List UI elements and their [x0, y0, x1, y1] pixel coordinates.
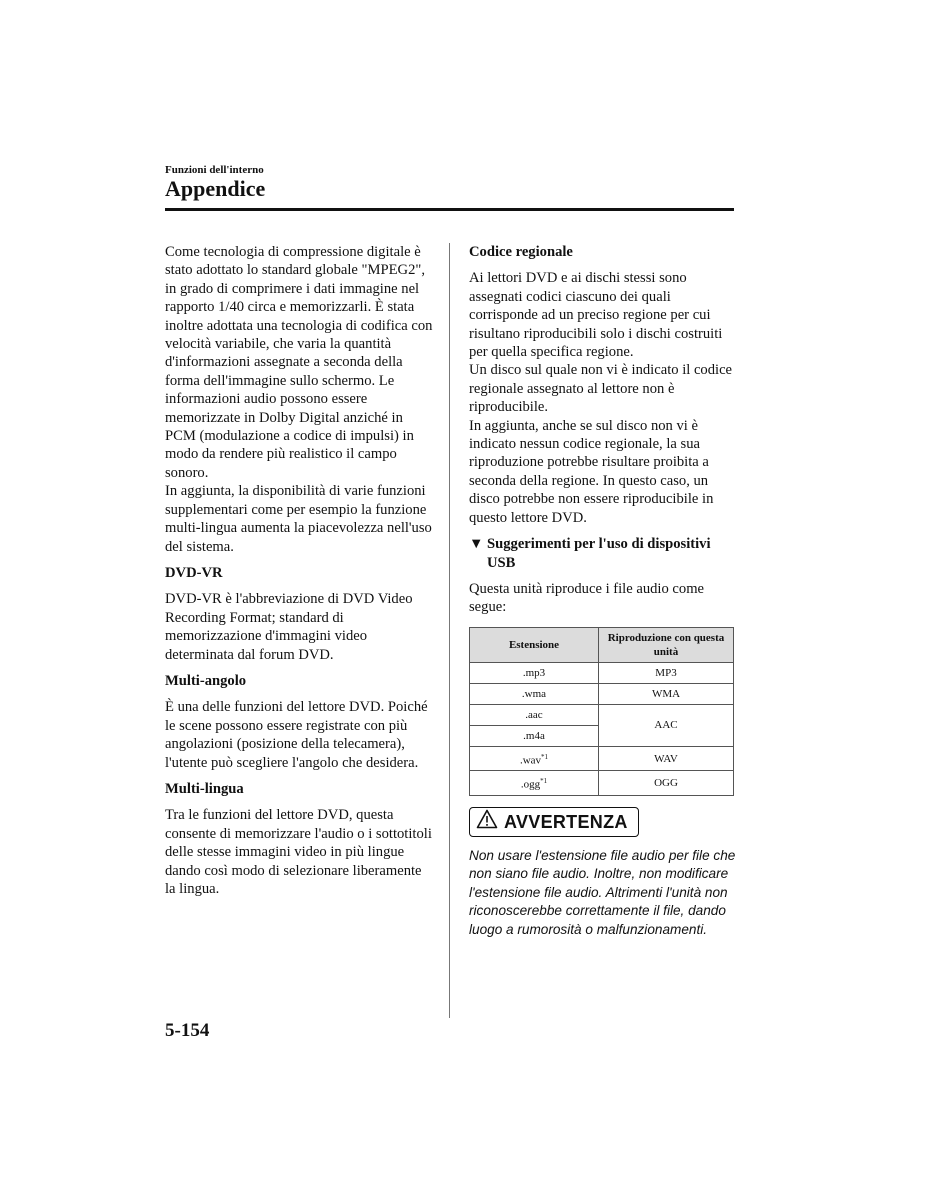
- codice-paragraph-1: Ai lettori DVD e ai dischi stessi sono assegnati codici ciascuno dei quali corrisponde ad un preciso regione per cui risultano riproducibili solo i dischi costruiti per quella specifica regione.: [469, 270, 723, 361]
- left-column: [165, 243, 435, 898]
- codice-paragraph-2: Un disco sul quale non vi è indicato il codice regionale assegnato al lettore non è riproducibile.: [469, 362, 733, 416]
- page-number: 5-154: [165, 1020, 210, 1041]
- warning-text: Non usare l'estensione file audio per file che non siano file audio. Inoltre, non modificare l'estensione file audio. Altrimenti l'unità non riconoscerebbe correttamente il file, dando luogo a rumorosità o malfunzionamenti.: [469, 848, 736, 937]
- column-divider: [449, 243, 450, 1018]
- intro-paragraph-1: Come tecnologia di compressione digitale è stato adottato lo standard globale "MPEG2", in grado di comprimere i dati immagine nel rapporto 1/40 circa e memorizzarli. È stata inoltre adottata una tecnologia di codifica con velocità variabile, che varia la quantità d'informazioni assegnate a seconda della forma dell'immagine sullo schermo. Le informazioni audio possono essere memorizzate in Dolby Digital anziché in PCM (modulazione a codice di impulsi) in modo da rendere più realistico il campo sonoro.: [165, 244, 433, 481]
- table-cell-playback: MP3: [599, 662, 734, 683]
- multiangolo-text: È una delle funzioni del lettore DVD. Poiché le scene possono essere registrate con più angolazioni (posizione della telecamera), l'utente può scegliere l'angolo che desidera.: [165, 699, 428, 771]
- codice-regionale-heading: Codice regionale: [469, 244, 573, 260]
- intro-paragraph-2: In aggiunta, la disponibilità di varie funzioni supplementari come per esempio la funzione multi-lingua aumenta la piacevolezza nell'uso del sistema.: [165, 483, 432, 555]
- table-cell-extension: .wma: [470, 683, 599, 704]
- table-row: [470, 771, 734, 796]
- usb-intro: Questa unità riproduce i file audio come segue:: [469, 580, 705, 616]
- table-cell-extension: .wav$^{*1}$: [470, 746, 599, 771]
- table-header-playback: Riproduzione con questa unità: [599, 627, 734, 662]
- multiangolo-heading: Multi-angolo: [165, 672, 247, 689]
- page-title: Appendice: [165, 176, 266, 201]
- usb-heading-text: Suggerimenti per l'uso di dispositivi USB: [487, 536, 711, 571]
- table-row: [470, 683, 734, 704]
- table-row: [470, 746, 734, 771]
- table-cell-extension: .ogg$^{*1}$: [470, 771, 599, 796]
- dvdvr-text: DVD-VR è l'abbreviazione di DVD Video Recording Format; standard di memorizzazione d'immagini video determinata dal forum DVD.: [165, 591, 413, 663]
- table-row: [470, 704, 734, 725]
- table-header-row: [470, 627, 734, 662]
- table-cell-playback: AAC: [599, 704, 734, 746]
- usb-heading: [469, 535, 739, 572]
- table-cell-playback: OGG: [599, 771, 734, 796]
- table-cell-extension: .aac: [470, 704, 599, 725]
- right-column: [469, 243, 739, 939]
- warning-icon: [476, 809, 498, 834]
- table-header-extension: Estensione: [470, 627, 599, 662]
- table-cell-playback: WMA: [599, 683, 734, 704]
- section-label: Funzioni dell'interno: [165, 164, 264, 176]
- footnote-marker: *1: [541, 752, 549, 761]
- table-cell-playback: WAV: [599, 746, 734, 771]
- triangle-down-icon: ▼: [469, 536, 484, 553]
- table-cell-extension: .m4a: [470, 725, 599, 746]
- file-extension-table: [469, 627, 734, 796]
- heading-rule: [165, 208, 734, 211]
- dvdvr-heading: DVD-VR: [165, 564, 223, 581]
- warning-title: AVVERTENZA: [504, 811, 628, 832]
- warning-box: [469, 807, 639, 837]
- table-row: [470, 662, 734, 683]
- footnote-marker: *1: [540, 777, 548, 786]
- multilingua-text: Tra le funzioni del lettore DVD, questa consente di memorizzare l'audio o i sottotitoli delle stesse immagini video in più lingue dando così modo di selezionare liberamente la lingua.: [165, 807, 432, 897]
- table-cell-extension: .mp3: [470, 662, 599, 683]
- multilingua-heading: Multi-lingua: [165, 780, 244, 797]
- codice-paragraph-3: In aggiunta, anche se sul disco non vi è indicato nessun codice regionale, la sua riproduzione potrebbe risultare proibita a seconda della regione. In questo caso, un disco potrebbe non essere riproducibile in questo lettore DVD.: [469, 417, 714, 526]
